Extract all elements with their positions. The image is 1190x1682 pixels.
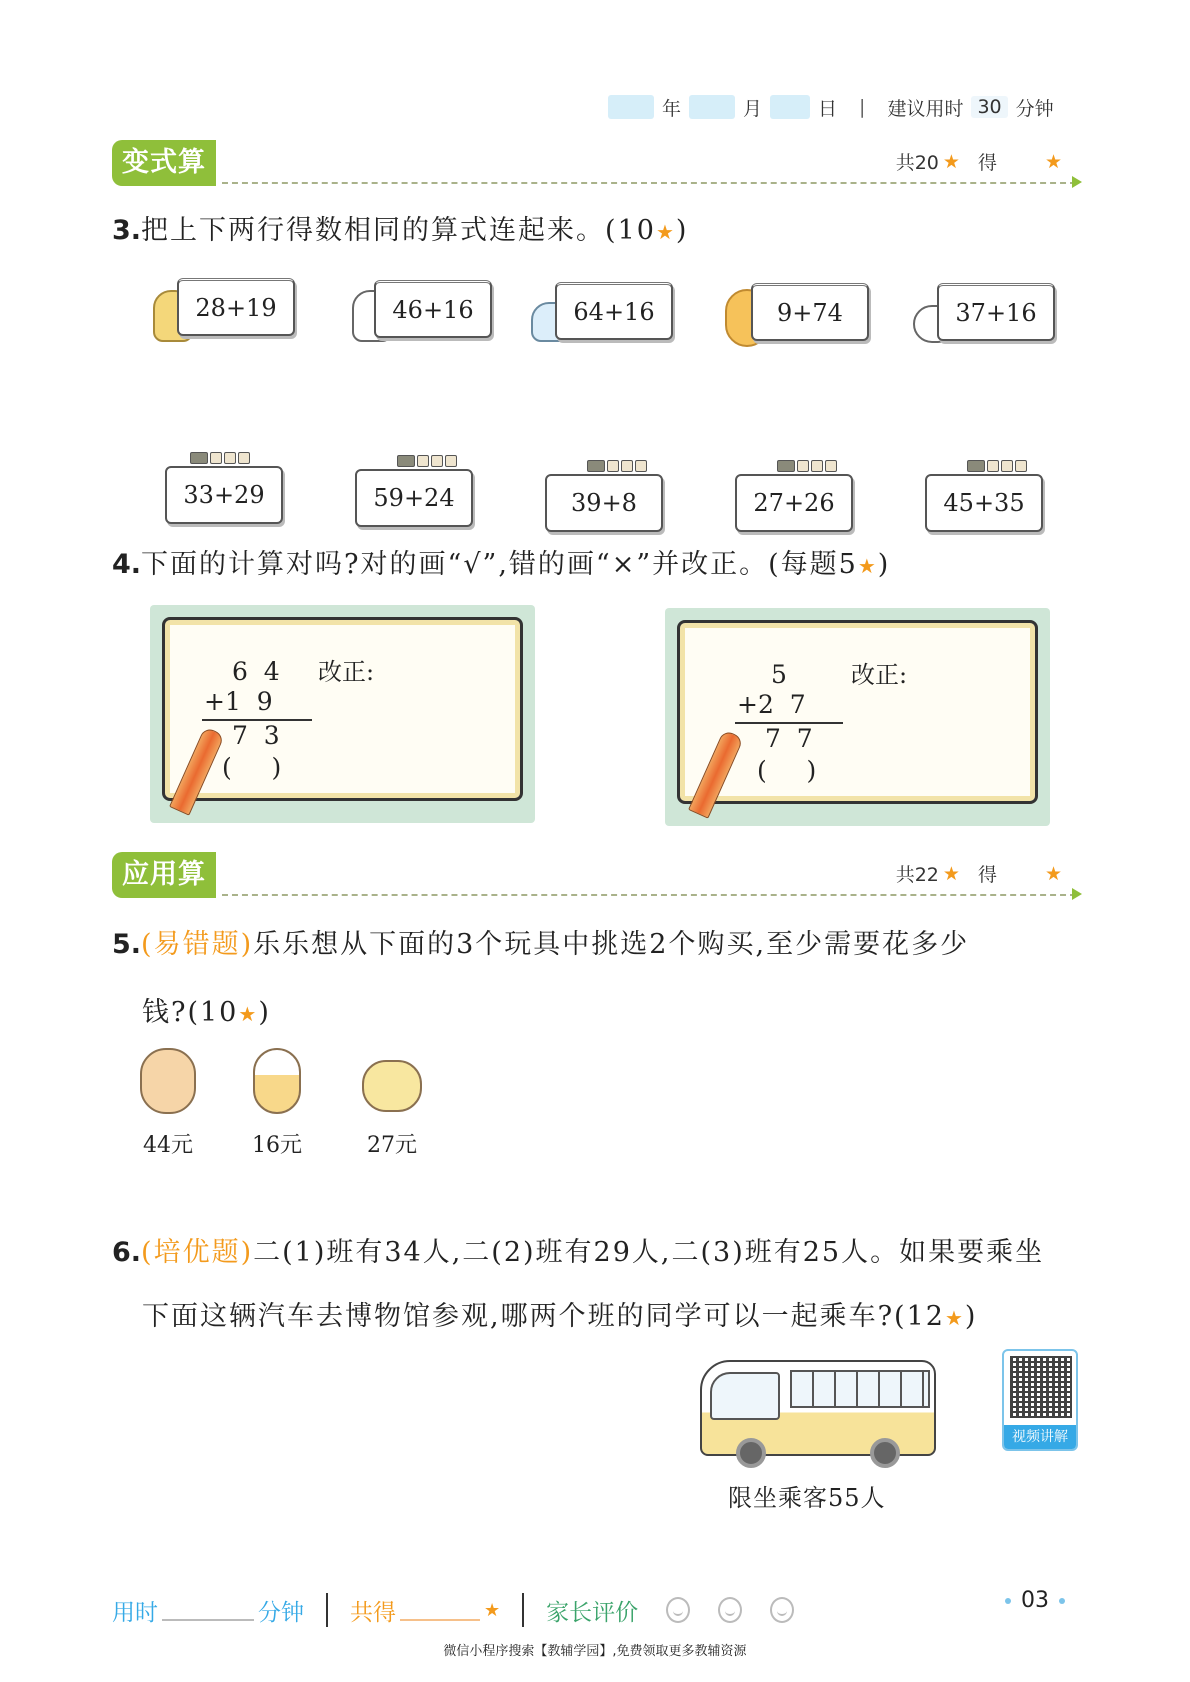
toy-helicopter: [362, 1060, 422, 1159]
question-text: 乐乐想从下面的3个玩具中挑选2个购买,至少需要花多少: [253, 929, 970, 960]
watermark: 微信小程序搜索【教辅学园】,免费领取更多教辅资源: [443, 1644, 747, 1659]
addend-top: 5: [771, 660, 787, 689]
section-title: 应用算: [112, 852, 216, 898]
question-text: 下面的计算对吗?对的画“√”,错的画“×”并改正。(每题5: [141, 549, 858, 580]
toy-price: 27元: [367, 1133, 417, 1158]
train-icon: [397, 455, 457, 469]
video-qr-code[interactable]: [1002, 1349, 1078, 1451]
divider: [522, 1593, 524, 1627]
page-number: 03: [1005, 1588, 1065, 1613]
parent-review-label: 家长评价: [546, 1599, 639, 1626]
chalkboard-1: [150, 605, 535, 823]
sum-result: 7 3: [232, 721, 280, 750]
train-icon: [587, 460, 647, 474]
sum-result: 7 7: [765, 724, 813, 753]
star-icon: ★: [1044, 862, 1062, 885]
toy-price: 44元: [143, 1133, 193, 1158]
question-number: 4.: [112, 549, 142, 580]
time-used-blank[interactable]: [162, 1599, 254, 1621]
question-text: 把上下两行得数相同的算式连起来。(10: [141, 215, 656, 246]
section-score: [896, 860, 1062, 887]
correction-label: 改正:: [318, 658, 375, 686]
time-used-label: 用时: [112, 1599, 158, 1626]
dashed-divider: [222, 182, 1076, 184]
question-text: 二(1)班有34人,二(2)班有29人,二(3)班有25人。如果要乘坐: [253, 1237, 1045, 1268]
question-5: [112, 928, 969, 962]
chalkboard-2: [665, 608, 1050, 826]
star-icon: ★: [942, 150, 960, 173]
addend-top: 6 4: [232, 657, 280, 686]
smiley-face-icon-medium[interactable]: [718, 1597, 742, 1623]
question-3: 3.把上下两行得数相同的算式连起来。(10★): [112, 215, 689, 246]
expression-card: 46+16: [374, 280, 492, 338]
teddy-bear-icon: [140, 1048, 196, 1114]
total-label: 共20: [895, 152, 939, 174]
addend-bottom: +1 9: [204, 687, 273, 716]
answer-parens[interactable]: ( ): [222, 753, 282, 782]
day-blank[interactable]: [770, 95, 810, 119]
toy-nesting-doll: [252, 1048, 302, 1159]
train-icon: [967, 460, 1027, 474]
divider: [326, 1593, 328, 1627]
star-icon: ★: [857, 554, 878, 578]
expression-card: 64+16: [555, 282, 673, 340]
question-4: 4.下面的计算对吗?对的画“√”,错的画“×”并改正。(每题5★): [112, 549, 891, 580]
minutes-label: 分钟: [1015, 97, 1054, 120]
year-blank[interactable]: [608, 95, 654, 119]
expression-card: 59+24: [355, 469, 473, 527]
star-icon: ★: [238, 1002, 259, 1026]
star-icon: ★: [655, 220, 676, 244]
section-score: [896, 148, 1062, 175]
smiley-face-icon-small[interactable]: [770, 1597, 794, 1623]
answer-parens[interactable]: ( ): [757, 756, 817, 785]
bus-caption: 限坐乘客55人: [728, 1484, 886, 1512]
correction-label: 改正:: [851, 661, 908, 689]
difficulty-tag: (培优题): [141, 1237, 254, 1268]
suggested-minutes: 30: [971, 96, 1007, 118]
total-label: 共22: [895, 864, 939, 886]
star-icon: ★: [942, 862, 960, 885]
smiley-face-icon-big[interactable]: [666, 1597, 690, 1623]
month-blank[interactable]: [689, 95, 735, 119]
expression-card: 28+19: [177, 278, 295, 336]
question-6-line2: 下面这辆汽车去博物馆参观,哪两个班的同学可以一起乘车?(12★): [142, 1301, 978, 1332]
year-label: 年: [662, 97, 682, 120]
header-separator: |: [859, 96, 866, 118]
suggested-time-label: 建议用时: [887, 97, 964, 120]
question-number: 5.: [112, 929, 142, 960]
bus-icon: [690, 1360, 940, 1475]
expression-card: 27+26: [735, 474, 853, 532]
total-score-label: 共得: [350, 1599, 396, 1626]
month-label: 月: [743, 97, 763, 120]
question-number: 6.: [112, 1237, 142, 1268]
score-label: 得: [977, 152, 997, 174]
section-title: 变式算: [112, 140, 216, 186]
expression-card: 39+8: [545, 474, 663, 532]
total-score-blank[interactable]: [400, 1599, 480, 1621]
date-header: [600, 92, 1054, 122]
train-icon: [777, 460, 837, 474]
question-5-line2: 钱?(10★): [142, 997, 271, 1028]
toy-price: 16元: [252, 1133, 302, 1158]
score-label: 得: [977, 864, 997, 886]
arrow-icon: [1072, 888, 1082, 900]
addend-bottom: +2 7: [737, 690, 806, 719]
nesting-doll-icon: [253, 1048, 301, 1114]
star-icon: ★: [944, 1306, 965, 1330]
star-icon: ★: [1044, 150, 1062, 173]
qr-code-icon: [1010, 1356, 1072, 1418]
dashed-divider: [222, 894, 1076, 896]
expression-card: 45+35: [925, 474, 1043, 532]
day-label: 日: [818, 97, 838, 120]
expression-card: 33+29: [165, 466, 283, 524]
expression-card: 9+74: [751, 283, 869, 341]
qr-caption: 视频讲解: [1004, 1425, 1076, 1449]
expression-card: 37+16: [937, 283, 1055, 341]
section-bar-application: [112, 852, 1082, 900]
minutes-label: 分钟: [258, 1599, 304, 1626]
arrow-icon: [1072, 176, 1082, 188]
section-bar-variant: [112, 140, 1082, 188]
difficulty-tag: (易错题): [141, 929, 254, 960]
question-6: [112, 1236, 1044, 1270]
footer-bar: [112, 1590, 794, 1630]
helicopter-icon: [362, 1060, 422, 1112]
train-icon: [190, 452, 250, 466]
question-number: 3.: [112, 215, 142, 246]
toy-teddy-bear: [140, 1048, 196, 1159]
star-icon: ★: [484, 1599, 501, 1621]
